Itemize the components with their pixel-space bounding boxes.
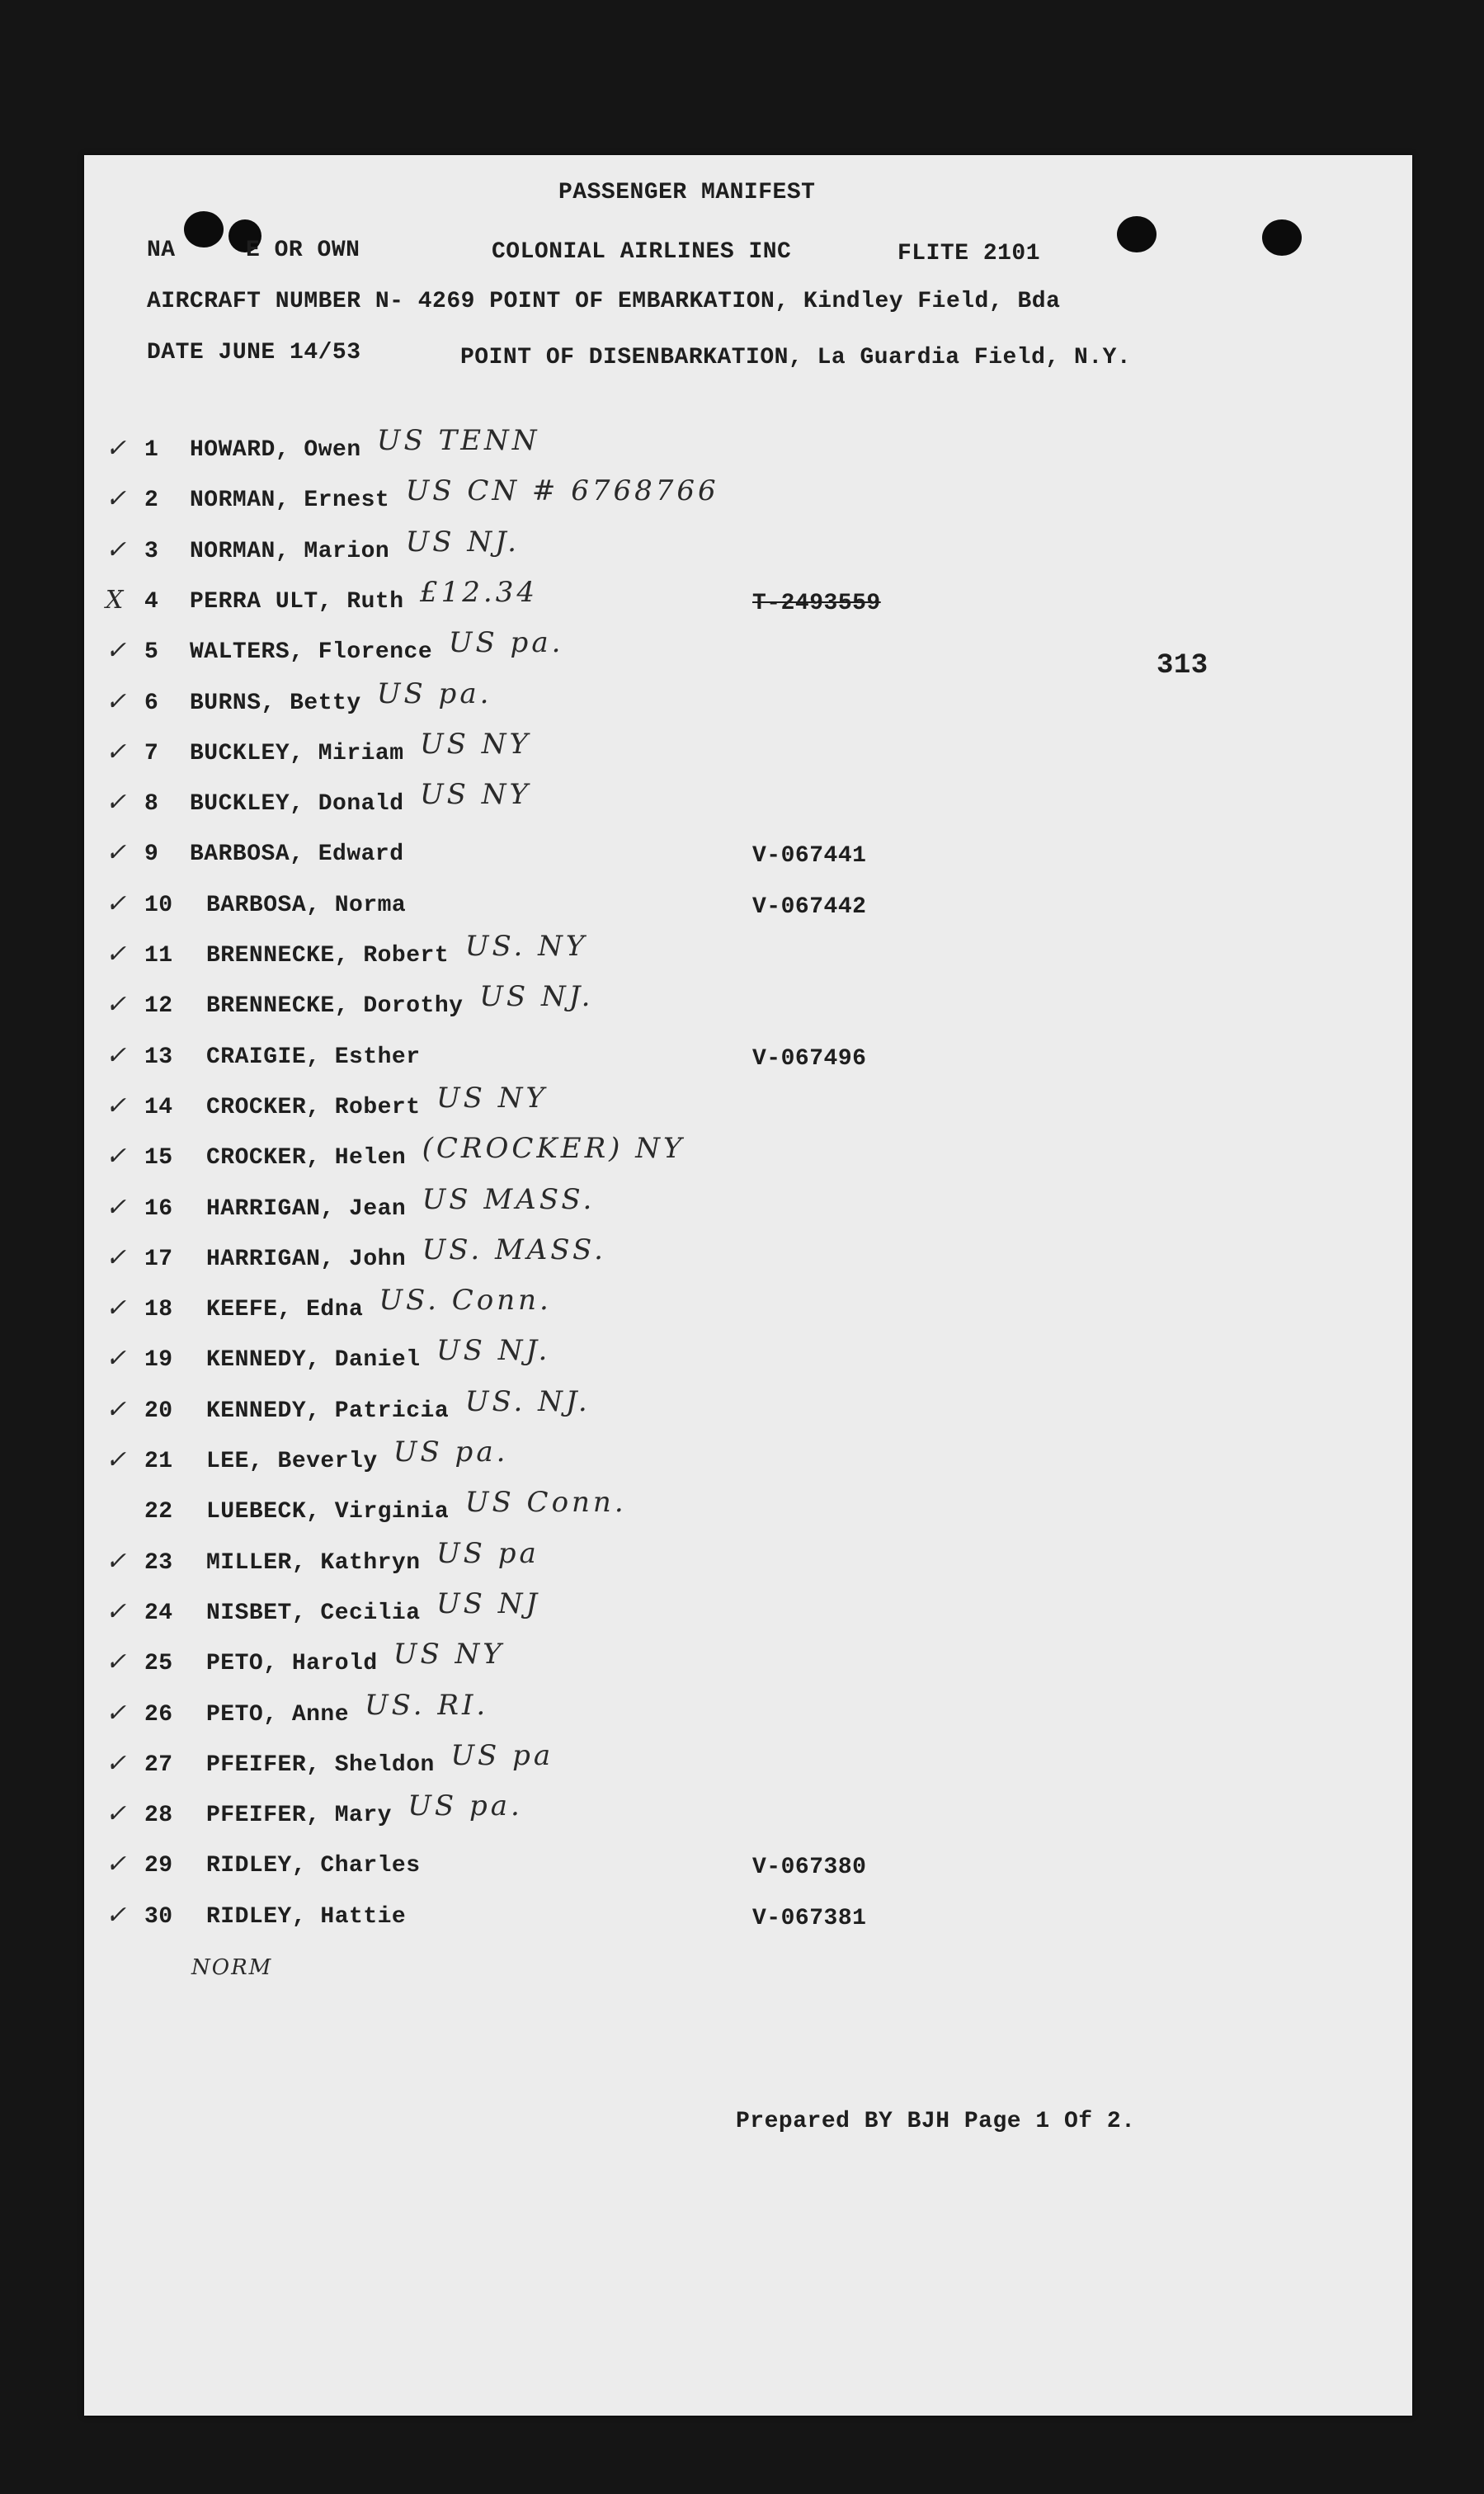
travel-document-number: V-067442 xyxy=(752,894,867,920)
handwritten-note: US TENN xyxy=(376,424,540,457)
row-number: 8 xyxy=(144,791,159,817)
passenger-name: LEE, Beverly xyxy=(206,1449,378,1474)
row-number: 28 xyxy=(144,1803,173,1828)
handwritten-note: US NJ. xyxy=(479,980,594,1013)
row-check-mark: ✓ xyxy=(106,1344,127,1373)
row-check-mark: ✓ xyxy=(106,1901,127,1930)
passenger-name: HOWARD, Owen xyxy=(190,437,361,463)
row-number: 23 xyxy=(144,1550,173,1576)
row-check-mark: ✓ xyxy=(106,838,127,867)
handwritten-note: US. RI. xyxy=(365,1689,489,1722)
passenger-name: BRENNECKE, Robert xyxy=(206,943,450,969)
handwritten-note: US pa. xyxy=(393,1436,509,1469)
row-check-mark: ✓ xyxy=(106,484,127,513)
passenger-name: PERRA ULT, Ruth xyxy=(190,589,404,615)
row-check-mark: ✓ xyxy=(106,1699,127,1728)
passenger-name: BUCKLEY, Donald xyxy=(190,791,404,817)
row-check-mark: ✓ xyxy=(106,1547,127,1576)
row-check-mark: ✓ xyxy=(106,535,127,564)
owner-name: COLONIAL AIRLINES INC xyxy=(492,239,792,265)
disembarkation: POINT OF DISENBARKATION, La Guardia Field, N.Y. xyxy=(460,345,1132,370)
row-check-mark: ✓ xyxy=(106,1749,127,1778)
handwritten-note: US CN # 6768766 xyxy=(405,474,719,507)
aircraft-embarkation: AIRCRAFT NUMBER N- 4269 POINT OF EMBARKATION, Kindley Field, Bda xyxy=(147,289,1061,314)
handwritten-note: US MASS. xyxy=(422,1183,596,1216)
passenger-name: PETO, Harold xyxy=(206,1651,378,1676)
handwritten-note: US pa xyxy=(436,1537,539,1570)
handwritten-note: US. NJ. xyxy=(464,1385,591,1418)
row-number: 10 xyxy=(144,893,173,918)
row-number: 17 xyxy=(144,1247,173,1272)
passenger-name: NORMAN, Ernest xyxy=(190,488,390,513)
row-number: 6 xyxy=(144,691,159,716)
row-check-mark: ✓ xyxy=(106,1799,127,1828)
handwritten-note: US NY xyxy=(436,1082,548,1115)
row-number: 24 xyxy=(144,1601,173,1626)
row-number: 27 xyxy=(144,1752,173,1778)
passenger-name: RIDLEY, Charles xyxy=(206,1853,421,1879)
row-check-mark: ✓ xyxy=(106,738,127,766)
row-number: 25 xyxy=(144,1651,173,1676)
row-number: 9 xyxy=(144,842,159,867)
row-check-mark: ✓ xyxy=(106,1091,127,1120)
punch-hole-right xyxy=(1117,216,1157,252)
passenger-name: KEEFE, Edna xyxy=(206,1297,364,1322)
row-check-mark: ✓ xyxy=(106,434,127,463)
handwritten-note: US NY xyxy=(420,778,531,811)
passenger-name: NISBET, Cecilia xyxy=(206,1601,421,1626)
row-number: 1 xyxy=(144,437,159,463)
handwritten-note: (CROCKER) NY xyxy=(422,1132,685,1165)
handwritten-note: US NY xyxy=(420,728,531,761)
handwritten-note: US NJ xyxy=(436,1587,541,1620)
row-check-mark: ✓ xyxy=(106,889,127,918)
row-check-mark: ✓ xyxy=(106,1041,127,1070)
row-check-mark: ✓ xyxy=(106,636,127,665)
row-number: 18 xyxy=(144,1297,173,1322)
page-mark: 313 xyxy=(1157,650,1208,681)
handwritten-note: US pa. xyxy=(448,626,564,659)
row-number: 13 xyxy=(144,1044,173,1070)
passenger-name: MILLER, Kathryn xyxy=(206,1550,421,1576)
row-check-mark: ✓ xyxy=(106,1445,127,1474)
row-number: 20 xyxy=(144,1398,173,1424)
row-number: 22 xyxy=(144,1499,173,1525)
handwritten-note: US pa. xyxy=(376,677,492,710)
row-check-mark: ✓ xyxy=(106,1597,127,1626)
passenger-name: BRENNECKE, Dorothy xyxy=(206,993,464,1019)
row-check-mark: ✓ xyxy=(106,990,127,1019)
handwritten-note: £12.34 xyxy=(420,576,538,609)
travel-document-number: V-067441 xyxy=(752,843,867,869)
row-number: 5 xyxy=(144,639,159,665)
manifest-title: PASSENGER MANIFEST xyxy=(558,180,816,205)
row-check-mark: ✓ xyxy=(106,940,127,969)
bottom-hand-note: NORM xyxy=(191,1955,273,1980)
row-number: 29 xyxy=(144,1853,173,1879)
passenger-name: PFEIFER, Sheldon xyxy=(206,1752,435,1778)
passenger-name: HARRIGAN, Jean xyxy=(206,1196,407,1222)
handwritten-note: US NY xyxy=(393,1638,505,1671)
footer-prepared-by: Prepared BY BJH Page 1 Of 2. xyxy=(736,2109,1136,2134)
handwritten-note: US NJ. xyxy=(405,526,520,559)
row-check-mark: ✓ xyxy=(106,1294,127,1322)
travel-document-number: V-067496 xyxy=(752,1046,867,1072)
passenger-name: CROCKER, Robert xyxy=(206,1095,421,1120)
punch-hole-left xyxy=(184,211,224,248)
row-check-mark: ✓ xyxy=(106,1142,127,1171)
passenger-name: BUCKLEY, Miriam xyxy=(190,741,404,766)
travel-document-number: V-067380 xyxy=(752,1855,867,1880)
handwritten-note: US NJ. xyxy=(436,1334,551,1367)
row-number: 19 xyxy=(144,1347,173,1373)
row-number: 7 xyxy=(144,741,159,766)
row-check-mark: ✓ xyxy=(106,1193,127,1222)
row-number: 14 xyxy=(144,1095,173,1120)
passenger-name: LUEBECK, Virginia xyxy=(206,1499,450,1525)
handwritten-note: US pa. xyxy=(408,1789,523,1822)
handwritten-note: US. NY xyxy=(464,930,588,963)
passenger-name: NORMAN, Marion xyxy=(190,539,390,564)
row-number: 11 xyxy=(144,943,173,969)
row-check-mark: ✓ xyxy=(106,687,127,716)
passenger-name: RIDLEY, Hattie xyxy=(206,1904,407,1930)
owner-label: NA xyxy=(147,238,176,263)
passenger-name: KENNEDY, Patricia xyxy=(206,1398,450,1424)
passenger-name: PETO, Anne xyxy=(206,1702,350,1728)
row-number: 15 xyxy=(144,1145,173,1171)
row-number: 30 xyxy=(144,1904,173,1930)
row-check-mark: ✓ xyxy=(106,1648,127,1676)
passenger-name: BURNS, Betty xyxy=(190,691,361,716)
punch-hole-right-2 xyxy=(1262,219,1302,256)
passenger-name: PFEIFER, Mary xyxy=(206,1803,392,1828)
owner-label-end: E OR OWN xyxy=(246,238,360,263)
travel-document-number: T-2493559 xyxy=(752,591,881,616)
passenger-name: CRAIGIE, Esther xyxy=(206,1044,421,1070)
row-check-mark: X xyxy=(106,586,124,615)
handwritten-note: US. MASS. xyxy=(422,1233,606,1266)
passenger-name: CROCKER, Helen xyxy=(206,1145,407,1171)
row-number: 26 xyxy=(144,1702,173,1728)
row-number: 12 xyxy=(144,993,173,1019)
flight-number: FLITE 2101 xyxy=(897,241,1041,266)
handwritten-note: US. Conn. xyxy=(379,1284,552,1317)
row-check-mark: ✓ xyxy=(106,1395,127,1424)
row-number: 16 xyxy=(144,1196,173,1222)
passenger-name: WALTERS, Florence xyxy=(190,639,433,665)
handwritten-note: US Conn. xyxy=(464,1486,627,1519)
passenger-name: KENNEDY, Daniel xyxy=(206,1347,421,1373)
travel-document-number: V-067381 xyxy=(752,1906,867,1931)
row-number: 21 xyxy=(144,1449,173,1474)
passenger-name: HARRIGAN, John xyxy=(206,1247,407,1272)
row-check-mark: ✓ xyxy=(106,1243,127,1272)
row-number: 4 xyxy=(144,589,159,615)
handwritten-note: US pa xyxy=(450,1739,554,1772)
row-check-mark: ✓ xyxy=(106,1850,127,1879)
row-number: 2 xyxy=(144,488,159,513)
row-number: 3 xyxy=(144,539,159,564)
manifest-date: DATE JUNE 14/53 xyxy=(147,340,361,365)
row-check-mark: ✓ xyxy=(106,788,127,817)
passenger-name: BARBOSA, Edward xyxy=(190,842,404,867)
passenger-name: BARBOSA, Norma xyxy=(206,893,407,918)
